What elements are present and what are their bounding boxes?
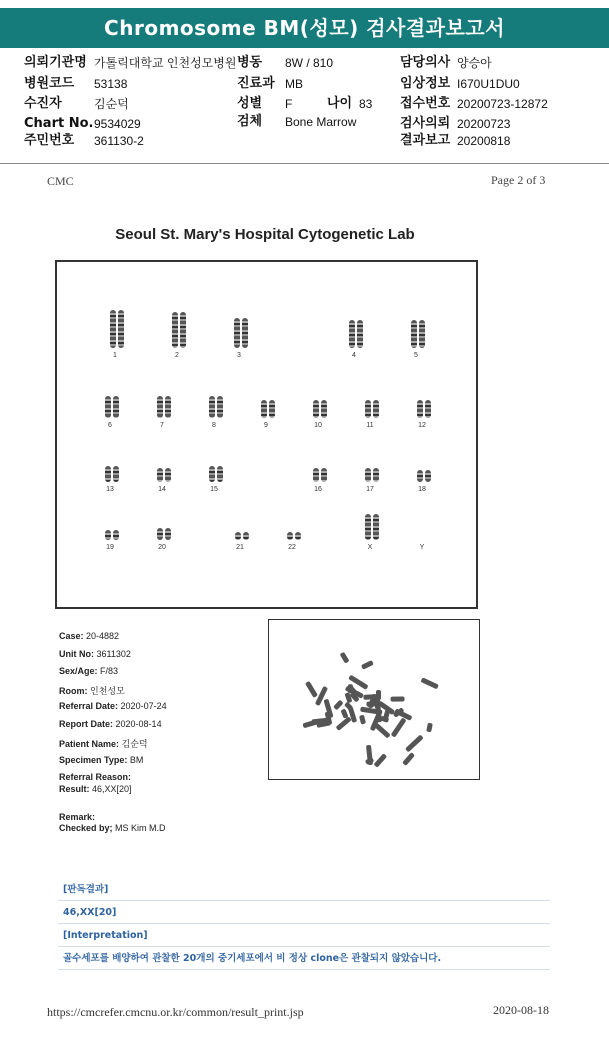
referral-date-value: 2020-07-24	[120, 701, 167, 711]
metaphase-image	[268, 619, 480, 780]
chromosome-label: X	[367, 544, 373, 551]
ward-value: 8W / 810	[285, 56, 334, 70]
interpretation-text: 골수세포를 배양하여 관찰한 20개의 중기세포에서 비 정상 clone은 관찰되지 않았습니다.	[58, 947, 550, 970]
chromosome-label: 17	[366, 486, 374, 493]
referral-date-label: Referral Date:	[59, 701, 119, 711]
source-label: CMC	[47, 174, 74, 188]
remark-label: Remark:	[59, 812, 96, 822]
request-date-label: 검사의뢰	[400, 116, 451, 131]
chromosome-pair-7	[157, 396, 171, 418]
chromosome-pair-5	[411, 320, 425, 348]
report-title: Chromosome BM(성모) 검사결과보고서	[0, 8, 609, 48]
request-date-value: 20200723	[457, 117, 511, 131]
chromosome-label: 16	[314, 486, 322, 493]
chromosome-pair-8	[209, 396, 223, 418]
patient-value: 김순덕	[94, 97, 129, 111]
age-label: 나이	[327, 96, 353, 111]
doctor-value: 양승아	[457, 56, 492, 70]
metaphase-chromosome	[390, 717, 406, 738]
chart-no-label: Chart No.	[24, 116, 94, 131]
dept-label: 진료과	[237, 76, 275, 91]
chromosome-label: 5	[414, 352, 418, 359]
hospital-code-value: 53138	[94, 77, 128, 91]
report-date-value: 20200818	[457, 134, 511, 148]
chromosome-label: 9	[264, 422, 268, 429]
footer-url: https://cmcrefer.cmcnu.or.kr/common/result_print.jsp	[47, 1005, 304, 1019]
specimen-type-value: BM	[129, 755, 144, 765]
chromosome-label: 18	[418, 486, 426, 493]
chromosome-pair-13	[105, 466, 119, 482]
receipt-no-label: 접수번호	[400, 96, 451, 111]
chromosome-label: 14	[158, 486, 166, 493]
chromosome-pair-10	[313, 400, 327, 418]
metaphase-chromosome	[374, 753, 387, 767]
chromosome-pair-15	[209, 466, 223, 482]
chromosome-pair-16	[313, 468, 327, 482]
chromosome-label: 1	[113, 352, 117, 359]
footer-date: 2020-08-18	[493, 1003, 549, 1017]
chromosome-pair-22	[287, 532, 301, 540]
lab-title: Seoul St. Mary's Hospital Cytogenetic Lab	[115, 226, 415, 243]
chromosome-label: 2	[175, 352, 179, 359]
karyogram-image	[55, 260, 478, 609]
sex-value: F	[285, 97, 293, 111]
checked-by-value: MS Kim M.D	[115, 823, 166, 833]
metaphase-chromosome	[359, 715, 366, 725]
metaphase-chromosome	[402, 752, 415, 766]
header-divider	[0, 163, 609, 164]
result-value: 46,XX[20]	[92, 784, 132, 794]
referral-reason-label: Referral Reason:	[59, 772, 132, 782]
result-label: Result:	[59, 784, 90, 794]
chromosome-label: 8	[212, 422, 216, 429]
chromosome-label: 4	[352, 352, 356, 359]
institution-value: 가톨릭대학교 인천성모병원	[94, 56, 237, 70]
chromosome-pair-6	[105, 396, 119, 418]
ward-label: 병동	[237, 55, 263, 70]
doctor-label: 담당의사	[400, 55, 451, 70]
clinical-info-value: I670U1DU0	[457, 77, 520, 91]
chromosome-pair-20	[157, 528, 171, 540]
patient-name-value: 김순덕	[121, 739, 148, 749]
chromosome-pair-1	[110, 310, 124, 348]
receipt-no-value: 20200723-12872	[457, 97, 548, 111]
case-value: 20-4882	[86, 631, 120, 641]
chromosome-pair-9	[261, 400, 275, 418]
age-value: 83	[359, 97, 373, 111]
chromosome-pair-19	[105, 530, 119, 540]
metaphase-chromosome	[376, 690, 381, 700]
report-date-label: Report Date:	[59, 719, 114, 729]
patient-label: 수진자	[24, 96, 62, 111]
chromosome-label: 15	[210, 486, 218, 493]
patient-name-label: Patient Name:	[59, 739, 120, 749]
chromosome-label: 10	[314, 422, 322, 429]
metaphase-chromosome	[391, 697, 405, 702]
metaphase-chromosome	[406, 734, 424, 752]
unit-value: 3611302	[96, 649, 131, 659]
chromosome-pair-x	[365, 514, 379, 540]
chromosome-pair-11	[365, 400, 379, 418]
specimen-type-label: Specimen Type:	[59, 755, 128, 765]
chromosome-label: 21	[236, 544, 244, 551]
reading-value: 46,XX[20]	[58, 901, 550, 924]
report-date-label: 결과보고	[400, 133, 451, 148]
institution-label: 의뢰기관명	[24, 55, 87, 70]
metaphase-chromosome	[420, 677, 439, 689]
chromosome-label: 20	[158, 544, 166, 551]
metaphase-chromosome	[374, 723, 390, 738]
case-label: Case:	[59, 631, 84, 641]
chromosome-pair-21	[235, 532, 249, 540]
chromosome-label: 11	[366, 422, 374, 429]
specimen-label: 검체	[237, 114, 263, 129]
hospital-code-label: 병원코드	[24, 76, 75, 91]
chromosome-label: 13	[106, 486, 114, 493]
id-value: 361130-2	[94, 134, 144, 148]
sex-label: 성별	[237, 96, 263, 111]
reading-header: [판독결과]	[58, 878, 550, 901]
clinical-info-label: 임상정보	[400, 76, 451, 91]
dept-value: MB	[285, 77, 303, 91]
chromosome-pair-2	[172, 312, 186, 348]
metaphase-chromosome	[361, 660, 374, 670]
interpretation-header: [Interpretation]	[58, 924, 550, 947]
chromosome-label: 6	[108, 422, 112, 429]
chromosome-label: 7	[160, 422, 164, 429]
chromosome-pair-14	[157, 468, 171, 482]
unit-label: Unit No:	[59, 649, 94, 659]
sexage-value: F/83	[100, 666, 119, 676]
page-number: Page 2 of 3	[491, 173, 546, 187]
checked-by-label: Checked by;	[59, 823, 113, 833]
chromosome-pair-17	[365, 468, 379, 482]
report-date-value: 2020-08-14	[115, 719, 162, 729]
results-panel	[58, 878, 550, 970]
metaphase-chromosome	[305, 681, 318, 698]
chromosome-pair-18	[417, 470, 431, 482]
sexage-label: Sex/Age:	[59, 666, 98, 676]
chromosome-pair-12	[417, 400, 431, 418]
room-label: Room:	[59, 686, 88, 696]
chart-no-value: 9534029	[94, 117, 141, 131]
metaphase-chromosome	[426, 723, 433, 733]
room-value: 인천성모	[90, 686, 125, 696]
chromosome-label: 3	[237, 352, 241, 359]
chromosome-label: 22	[288, 544, 296, 551]
metaphase-chromosome	[340, 652, 350, 664]
chromosome-label: 12	[418, 422, 426, 429]
chromosome-pair-4	[349, 320, 363, 348]
chromosome-label: 19	[106, 544, 114, 551]
chromosome-pair-3	[234, 318, 248, 348]
specimen-value: Bone Marrow	[285, 115, 357, 129]
metaphase-chromosome	[380, 716, 390, 723]
id-label: 주민번호	[24, 133, 75, 148]
chromosome-label: Y	[419, 544, 425, 551]
